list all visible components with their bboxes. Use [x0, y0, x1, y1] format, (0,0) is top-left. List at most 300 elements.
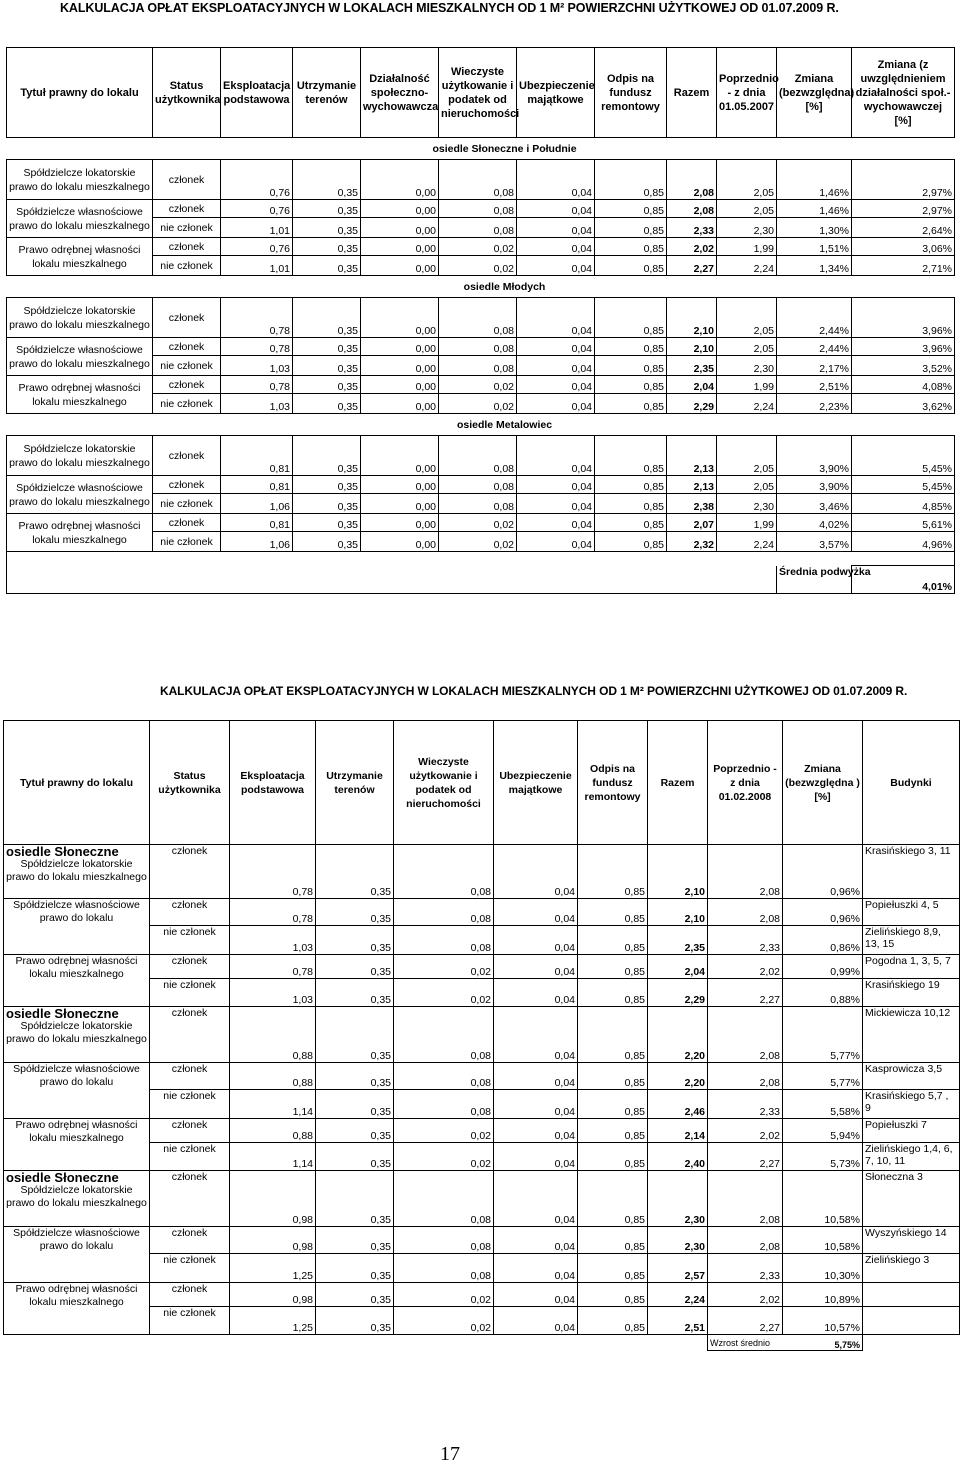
average-spacer [7, 566, 777, 594]
value-cell: 1,06 [221, 532, 293, 552]
value-cell: 0,85 [595, 436, 667, 476]
section-spacer [717, 276, 955, 298]
legal-title: Spółdzielcze własnościowe prawo do lokalu [13, 899, 140, 924]
value-cell: 0,85 [595, 160, 667, 200]
value-cell: 4,85% [852, 494, 955, 514]
value-cell: 2,20 [648, 1063, 708, 1090]
value-cell: 0,76 [221, 160, 293, 200]
value-cell: 1,03 [230, 926, 316, 955]
value-cell: 0,04 [517, 476, 595, 494]
user-status: nie członek [150, 1254, 230, 1283]
value-cell: 0,00 [361, 494, 439, 514]
value-cell: 2,30 [717, 218, 777, 238]
user-status: członek [153, 238, 221, 256]
value-cell: 0,85 [578, 1063, 648, 1090]
value-cell: 2,05 [717, 298, 777, 338]
value-cell: 0,02 [394, 1119, 494, 1143]
value-cell: 0,04 [517, 376, 595, 394]
value-cell: 0,04 [517, 494, 595, 514]
average-label: Wzrost średnio [708, 1335, 783, 1351]
value-cell: 2,97% [852, 160, 955, 200]
value-cell: 0,08 [439, 494, 517, 514]
value-cell: 1,46% [777, 160, 852, 200]
value-cell: 2,10 [648, 845, 708, 899]
value-cell: 0,08 [394, 845, 494, 899]
value-cell: 0,35 [293, 356, 361, 376]
page-title-2: KALKULACJA OPŁAT EKSPLOATACYJNYCH W LOKALACH MIESZKALNYCH OD 1 M² POWIERZCHNI UŻYTKOWEJ OD 01.07.2009 R. [160, 684, 908, 698]
user-status: członek [150, 1063, 230, 1090]
table-row [7, 298, 955, 338]
value-cell: 0,04 [517, 338, 595, 356]
value-cell: 2,29 [667, 394, 717, 414]
column-header: Status użytkownika [150, 721, 230, 845]
building-list: Krasińskiego 19 [863, 979, 960, 1007]
value-cell: 0,85 [578, 1307, 648, 1335]
section-row [7, 276, 955, 298]
value-cell: 0,78 [221, 338, 293, 356]
value-cell: 0,35 [293, 514, 361, 532]
user-status: członek [150, 899, 230, 926]
value-cell: 2,02 [708, 955, 783, 979]
user-status: członek [150, 845, 230, 899]
user-status: członek [153, 338, 221, 356]
legal-title: Spółdzielcze lokatorskie prawo do lokalu mieszkalnego [7, 298, 153, 338]
value-cell: 0,04 [494, 1090, 578, 1119]
column-header: Ubezpieczenie majątkowe [517, 48, 595, 138]
value-cell: 2,57 [648, 1254, 708, 1283]
column-header: Odpis na fundusz remontowy [595, 48, 667, 138]
average-row [7, 566, 955, 594]
value-cell: 1,14 [230, 1090, 316, 1119]
value-cell: 0,85 [595, 476, 667, 494]
value-cell: 0,08 [394, 926, 494, 955]
value-cell: 5,77% [783, 1063, 863, 1090]
value-cell: 0,02 [439, 514, 517, 532]
value-cell: 0,08 [394, 1254, 494, 1283]
building-list: Wyszyńskiego 14 [863, 1227, 960, 1254]
value-cell: 0,85 [578, 845, 648, 899]
table-row [7, 238, 955, 256]
value-cell: 2,44% [777, 298, 852, 338]
value-cell: 2,44% [777, 338, 852, 356]
value-cell: 0,35 [316, 1007, 394, 1063]
value-cell: 3,57% [777, 532, 852, 552]
value-cell: 0,35 [316, 1307, 394, 1335]
value-cell: 0,04 [494, 1063, 578, 1090]
value-cell: 0,98 [230, 1283, 316, 1307]
user-status: nie członek [153, 356, 221, 376]
value-cell: 4,02% [777, 514, 852, 532]
value-cell: 3,06% [852, 238, 955, 256]
value-cell: 2,13 [667, 436, 717, 476]
value-cell: 0,85 [578, 1254, 648, 1283]
value-cell: 0,02 [394, 1143, 494, 1171]
value-cell: 0,04 [494, 955, 578, 979]
value-cell: 0,00 [361, 218, 439, 238]
value-cell: 0,04 [517, 218, 595, 238]
value-cell: 0,35 [293, 238, 361, 256]
user-status: członek [150, 1007, 230, 1063]
value-cell: 2,27 [708, 979, 783, 1007]
legal-title: Spółdzielcze własnościowe prawo do lokalu mieszkalnego [7, 200, 153, 238]
value-cell: 0,85 [595, 238, 667, 256]
value-cell: 0,35 [293, 256, 361, 276]
value-cell: 0,86% [783, 926, 863, 955]
section-spacer [7, 138, 293, 160]
value-cell: 2,23% [777, 394, 852, 414]
value-cell: 0,04 [494, 845, 578, 899]
user-status: członek [153, 200, 221, 218]
value-cell: 2,04 [648, 955, 708, 979]
value-cell: 5,73% [783, 1143, 863, 1171]
value-cell: 0,04 [494, 1171, 578, 1227]
value-cell: 0,76 [221, 200, 293, 218]
value-cell: 2,08 [708, 1007, 783, 1063]
value-cell: 0,96% [783, 899, 863, 926]
table-row [4, 845, 960, 899]
legal-title: Prawo odrębnej własności lokalu mieszkalnego [15, 1119, 138, 1144]
value-cell: 0,04 [517, 514, 595, 532]
value-cell: 3,46% [777, 494, 852, 514]
value-cell: 4,96% [852, 532, 955, 552]
value-cell: 2,10 [648, 899, 708, 926]
value-cell: 0,35 [316, 1283, 394, 1307]
table-row [7, 338, 955, 356]
spacer-row [7, 552, 955, 566]
user-status: nie członek [153, 218, 221, 238]
value-cell: 0,02 [394, 1307, 494, 1335]
value-cell: 0,88 [230, 1063, 316, 1090]
value-cell: 0,85 [595, 218, 667, 238]
value-cell: 0,08 [439, 436, 517, 476]
user-status: członek [153, 160, 221, 200]
fee-table-1 [6, 47, 955, 594]
value-cell: 1,06 [221, 494, 293, 514]
value-cell: 2,24 [648, 1283, 708, 1307]
value-cell: 0,85 [578, 1090, 648, 1119]
value-cell: 2,05 [717, 436, 777, 476]
user-status: nie członek [153, 394, 221, 414]
value-cell: 0,96% [783, 845, 863, 899]
value-cell: 0,00 [361, 238, 439, 256]
table-row [4, 1119, 960, 1143]
section-name: osiedle Młodych [463, 280, 546, 293]
column-header: Zmiana (bezwzględna) [%] [777, 48, 852, 138]
user-status: członek [150, 1283, 230, 1307]
value-cell: 2,97% [852, 200, 955, 218]
table-row [7, 200, 955, 218]
value-cell: 0,08 [394, 1171, 494, 1227]
value-cell: 0,00 [361, 394, 439, 414]
column-header: Działalność społeczno-wychowawcza [361, 48, 439, 138]
value-cell: 0,85 [578, 1119, 648, 1143]
value-cell: 5,58% [783, 1090, 863, 1119]
legal-title-cell [4, 1227, 150, 1283]
value-cell: 0,85 [578, 1007, 648, 1063]
value-cell: 2,33 [708, 1254, 783, 1283]
section-row [7, 414, 955, 436]
building-list: Popiełuszki 7 [863, 1119, 960, 1143]
user-status: nie członek [150, 1090, 230, 1119]
table-row [4, 955, 960, 979]
value-cell: 10,30% [783, 1254, 863, 1283]
value-cell: 1,46% [777, 200, 852, 218]
value-cell: 2,30 [717, 494, 777, 514]
value-cell: 0,88 [230, 1119, 316, 1143]
value-cell: 0,88% [783, 979, 863, 1007]
value-cell: 3,96% [852, 298, 955, 338]
section-spacer [7, 276, 293, 298]
value-cell: 0,35 [293, 494, 361, 514]
building-list: Zielińskiego 8,9, 13, 15 [863, 926, 960, 955]
value-cell: 0,98 [230, 1171, 316, 1227]
value-cell: 0,85 [578, 926, 648, 955]
value-cell: 0,85 [578, 1143, 648, 1171]
table-row [4, 1227, 960, 1254]
value-cell: 0,00 [361, 476, 439, 494]
value-cell: 2,30 [648, 1227, 708, 1254]
value-cell: 0,08 [439, 298, 517, 338]
value-cell: 2,51 [648, 1307, 708, 1335]
value-cell: 2,38 [667, 494, 717, 514]
user-status: członek [153, 436, 221, 476]
value-cell: 2,35 [667, 356, 717, 376]
value-cell: 0,00 [361, 338, 439, 356]
legal-title-cell [4, 1007, 150, 1063]
value-cell: 1,01 [221, 256, 293, 276]
column-header: Utrzymanie terenów [316, 721, 394, 845]
legal-title: Spółdzielcze własnościowe prawo do lokalu [13, 1063, 140, 1088]
user-status: członek [150, 1227, 230, 1254]
value-cell: 0,00 [361, 200, 439, 218]
value-cell: 0,08 [439, 218, 517, 238]
column-header: Odpis na fundusz remontowy [578, 721, 648, 845]
value-cell: 3,52% [852, 356, 955, 376]
legal-title: Spółdzielcze lokatorskie prawo do lokalu mieszkalnego [6, 1020, 147, 1045]
value-cell: 0,04 [517, 298, 595, 338]
value-cell: 0,81 [221, 476, 293, 494]
user-status: nie członek [150, 926, 230, 955]
value-cell: 0,35 [293, 532, 361, 552]
building-list [863, 1307, 960, 1335]
user-status: członek [150, 1119, 230, 1143]
column-header: Zmiana (bezwzględna ) [%] [783, 721, 863, 845]
value-cell: 0,02 [439, 394, 517, 414]
value-cell: 0,35 [293, 376, 361, 394]
table-row [7, 376, 955, 394]
column-header: Status użytkownika [153, 48, 221, 138]
value-cell: 0,35 [293, 476, 361, 494]
value-cell: 0,85 [595, 394, 667, 414]
column-header: Tytuł prawny do lokalu [7, 48, 153, 138]
section-name: osiedle Słoneczne [6, 1006, 119, 1021]
value-cell: 2,33 [667, 218, 717, 238]
value-cell: 0,35 [293, 200, 361, 218]
table-row [7, 476, 955, 494]
value-cell: 0,85 [578, 1171, 648, 1227]
value-cell: 1,03 [221, 394, 293, 414]
legal-title-cell [4, 1283, 150, 1335]
column-header: Tytuł prawny do lokalu [4, 721, 150, 845]
value-cell: 0,35 [293, 436, 361, 476]
value-cell: 0,81 [221, 436, 293, 476]
value-cell: 2,24 [717, 532, 777, 552]
value-cell: 0,04 [494, 1143, 578, 1171]
column-header: Wieczyste użytkowanie i podatek od nieruchomości [394, 721, 494, 845]
value-cell: 0,35 [316, 899, 394, 926]
legal-title-cell [4, 845, 150, 899]
column-header: Eksploatacja podstawowa [230, 721, 316, 845]
value-cell: 3,96% [852, 338, 955, 356]
column-header: Zmiana (z uwzględnieniem działalności społ.-wychowawczej [%] [852, 48, 955, 138]
value-cell: 0,04 [494, 1007, 578, 1063]
building-list: Kasprowicza 3,5 [863, 1063, 960, 1090]
value-cell: 0,35 [316, 926, 394, 955]
value-cell: 0,35 [293, 160, 361, 200]
value-cell: 0,35 [293, 338, 361, 356]
page-title-1: KALKULACJA OPŁAT EKSPLOATACYJNYCH W LOKALACH MIESZKALNYCH OD 1 M² POWIERZCHNI UŻYTKOWEJ OD 01.07.2009 R. [60, 1, 839, 15]
value-cell: 0,02 [394, 979, 494, 1007]
value-cell: 2,08 [708, 1063, 783, 1090]
value-cell: 0,85 [595, 298, 667, 338]
value-cell: 0,85 [595, 356, 667, 376]
value-cell: 0,85 [595, 532, 667, 552]
value-cell: 2,08 [708, 845, 783, 899]
column-header: Budynki [863, 721, 960, 845]
building-list: Słoneczna 3 [863, 1171, 960, 1227]
value-cell: 2,30 [717, 356, 777, 376]
value-cell: 0,78 [230, 955, 316, 979]
value-cell: 1,25 [230, 1307, 316, 1335]
table-row [4, 899, 960, 926]
value-cell: 0,04 [494, 926, 578, 955]
value-cell: 0,04 [517, 436, 595, 476]
value-cell: 0,35 [316, 1143, 394, 1171]
value-cell: 0,35 [316, 1171, 394, 1227]
value-cell: 0,08 [394, 1007, 494, 1063]
value-cell: 2,40 [648, 1143, 708, 1171]
value-cell: 0,78 [230, 899, 316, 926]
value-cell: 0,85 [595, 256, 667, 276]
table-row [7, 160, 955, 200]
value-cell: 0,85 [595, 376, 667, 394]
table-row [4, 1171, 960, 1227]
value-cell: 1,51% [777, 238, 852, 256]
value-cell: 0,08 [439, 356, 517, 376]
value-cell: 0,02 [439, 376, 517, 394]
value-cell: 2,05 [717, 476, 777, 494]
user-status: nie członek [150, 1143, 230, 1171]
value-cell: 1,99 [717, 514, 777, 532]
table-row [7, 514, 955, 532]
value-cell: 2,30 [648, 1171, 708, 1227]
legal-title: Prawo odrębnej własności lokalu mieszkalnego [7, 376, 153, 414]
legal-title-cell [4, 1119, 150, 1171]
value-cell: 0,00 [361, 160, 439, 200]
value-cell: 0,98 [230, 1227, 316, 1254]
column-header: Poprzednio - z dnia 01.02.2008 [708, 721, 783, 845]
user-status: członek [153, 298, 221, 338]
section-spacer [7, 414, 293, 436]
header-row [4, 721, 960, 845]
legal-title-cell [4, 1171, 150, 1227]
value-cell: 0,04 [494, 979, 578, 1007]
value-cell: 0,78 [221, 298, 293, 338]
value-cell: 2,32 [667, 532, 717, 552]
section-name: osiedle Metalowiec [456, 418, 553, 431]
legal-title: Spółdzielcze lokatorskie prawo do lokalu mieszkalnego [6, 1184, 147, 1209]
user-status: nie członek [153, 494, 221, 514]
value-cell: 0,00 [361, 256, 439, 276]
value-cell: 0,76 [221, 238, 293, 256]
table-row [4, 1063, 960, 1090]
building-list: Krasińskiego 3, 11 [863, 845, 960, 899]
value-cell: 0,04 [517, 256, 595, 276]
column-header: Razem [648, 721, 708, 845]
value-cell: 0,04 [517, 356, 595, 376]
value-cell: 0,35 [316, 1254, 394, 1283]
value-cell: 1,34% [777, 256, 852, 276]
value-cell: 0,85 [595, 494, 667, 514]
value-cell: 2,17% [777, 356, 852, 376]
value-cell: 0,35 [316, 845, 394, 899]
value-cell: 0,08 [394, 1063, 494, 1090]
value-cell: 0,00 [361, 436, 439, 476]
value-cell: 0,35 [316, 955, 394, 979]
value-cell: 10,57% [783, 1307, 863, 1335]
user-status: nie członek [150, 979, 230, 1007]
value-cell: 2,07 [667, 514, 717, 532]
value-cell: 0,35 [293, 218, 361, 238]
section-name: osiedle Słoneczne i Południe [432, 142, 577, 155]
value-cell: 2,02 [667, 238, 717, 256]
value-cell: 2,05 [717, 160, 777, 200]
value-cell: 2,24 [717, 256, 777, 276]
legal-title-cell [4, 1063, 150, 1119]
value-cell: 0,08 [439, 338, 517, 356]
table-row [7, 436, 955, 476]
value-cell: 10,89% [783, 1283, 863, 1307]
value-cell: 0,88 [230, 1007, 316, 1063]
building-list: Pogodna 1, 3, 5, 7 [863, 955, 960, 979]
user-status: członek [150, 955, 230, 979]
value-cell: 0,85 [578, 979, 648, 1007]
legal-title: Spółdzielcze lokatorskie prawo do lokalu mieszkalnego [7, 160, 153, 200]
value-cell: 0,04 [494, 1119, 578, 1143]
legal-title: Prawo odrębnej własności lokalu mieszkalnego [7, 514, 153, 552]
value-cell: 1,03 [221, 356, 293, 376]
legal-title-cell [4, 899, 150, 955]
value-cell: 2,33 [708, 926, 783, 955]
value-cell: 0,85 [595, 338, 667, 356]
value-cell: 3,90% [777, 476, 852, 494]
value-cell: 0,85 [595, 514, 667, 532]
value-cell: 0,35 [293, 298, 361, 338]
value-cell: 2,05 [717, 200, 777, 218]
value-cell: 0,08 [439, 200, 517, 218]
value-cell: 2,27 [667, 256, 717, 276]
building-list: Krasińskiego 5,7 , 9 [863, 1090, 960, 1119]
value-cell: 2,14 [648, 1119, 708, 1143]
value-cell: 5,45% [852, 476, 955, 494]
section-row [7, 138, 955, 160]
fee-table-2 [3, 720, 960, 1351]
legal-title: Spółdzielcze lokatorskie prawo do lokalu mieszkalnego [6, 858, 147, 883]
value-cell: 0,08 [394, 899, 494, 926]
value-cell: 5,77% [783, 1007, 863, 1063]
value-cell: 0,00 [361, 532, 439, 552]
column-header: Razem [667, 48, 717, 138]
